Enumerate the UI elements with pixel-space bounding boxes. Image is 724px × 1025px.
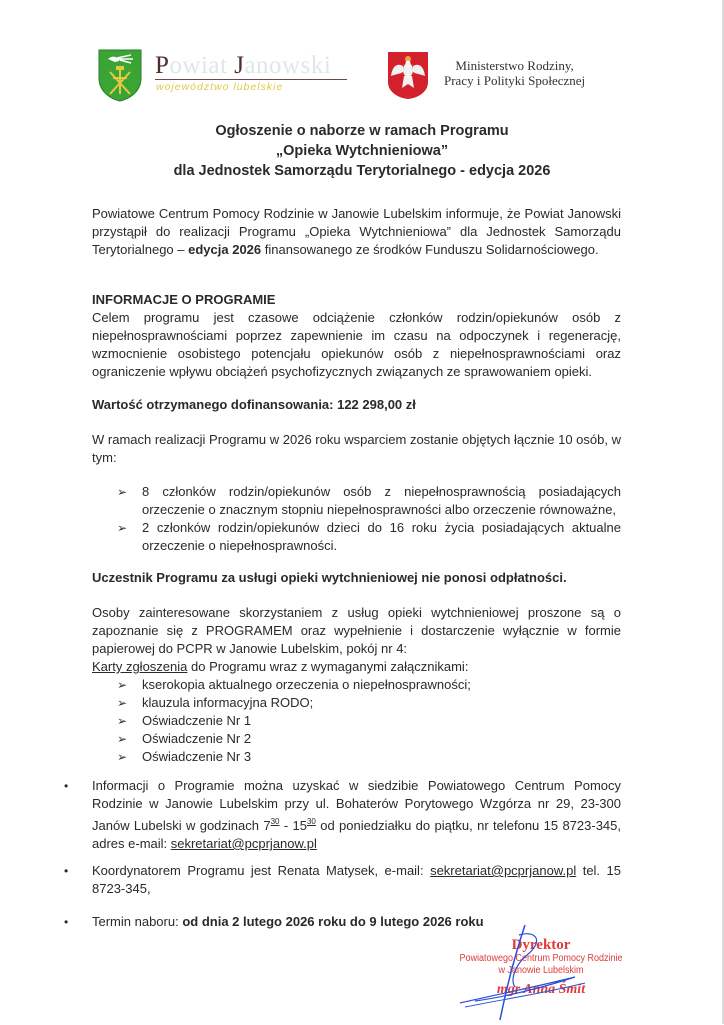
arrow-bullet-icon: ➢	[117, 678, 128, 692]
intro-paragraph	[92, 205, 621, 259]
title-rest-1: owiat	[169, 52, 235, 79]
list-item	[117, 676, 621, 694]
list-item-text: Oświadczenie Nr 2	[142, 731, 252, 746]
list-item	[117, 483, 621, 519]
handwritten-signature-icon	[455, 925, 625, 1025]
stamp-title: Dyrektor	[511, 937, 571, 953]
coordinator-phone: tel. 15 8723-345,	[92, 863, 621, 896]
contact-info-item	[64, 777, 621, 853]
participants-list	[117, 483, 621, 555]
powiat-underline	[155, 79, 347, 80]
list-item-text: Oświadczenie Nr 3	[142, 749, 252, 764]
close-hour-minutes: 30	[306, 817, 316, 826]
ministry-name	[444, 58, 585, 88]
free-of-charge-note: Uczestnik Programu za usługi opieki wytchnieniowej nie ponosi odpłatności.	[92, 570, 567, 585]
list-item	[117, 748, 621, 766]
arrow-bullet-icon: ➢	[117, 521, 128, 535]
bullet-dot-icon: •	[64, 864, 69, 878]
title-line-3: dla Jednostek Samorządu Terytorialnego - edycja 2026	[173, 163, 551, 179]
powiat-coat-of-arms-icon	[97, 48, 143, 102]
list-item-text: kserokopia aktualnego orzeczenia o niepełnosprawności;	[142, 677, 471, 692]
list-item	[117, 694, 621, 712]
coordinator-text	[92, 862, 621, 898]
bullet-dot-icon: •	[64, 915, 69, 929]
powiat-janowski-logo	[97, 48, 357, 106]
contact-info-text	[92, 777, 621, 853]
arrow-bullet-icon: ➢	[117, 696, 128, 710]
ministry-line-2: Pracy i Polityki Społecznej	[444, 73, 586, 88]
list-item	[117, 712, 621, 730]
title-line-2: „Opieka Wytchnieniowa”	[275, 143, 449, 159]
stamp-org-line-2: w Janowie Lubelskim	[498, 965, 584, 976]
coordinator-text-1: Koordynatorem Programu jest Renata Matysek, e-mail:	[92, 863, 431, 878]
participants-intro: W ramach realizacji Programu w 2026 roku wsparciem zostanie objętych łącznie 10 osób, w tym:	[92, 432, 621, 465]
ministry-logo	[386, 50, 626, 100]
title-rest-2: anowski	[244, 52, 332, 79]
intro-edition-bold: edycja 2026	[188, 242, 262, 257]
arrow-bullet-icon: ➢	[117, 750, 128, 764]
contact-text-2: od poniedziałku do piątku, nr telefonu 15 8723-345, adres e-mail:	[92, 818, 621, 851]
poland-eagle-coat-of-arms-icon	[386, 50, 430, 100]
arrow-bullet-icon: ➢	[117, 714, 128, 728]
forms-link[interactable]: Karty zgłoszenia	[92, 659, 188, 674]
deadline-label: Termin naboru:	[92, 914, 183, 929]
ministry-line-1: Ministerstwo Rodziny,	[455, 58, 574, 73]
title-cap-p: P	[155, 52, 170, 79]
contact-text-1: Informacji o Programie można uzyskać w siedzibie Powiatowego Centrum Pomocy Rodzinie w Janowie Lubelskim przy ul. Bohaterów Porytowego Wzgórza nr 29, 23-300 Janów Lubelski w godzinach 7	[92, 778, 621, 833]
intro-text-2: finansowanego ze środków Funduszu Solidarnościowego.	[261, 242, 599, 257]
bullet-dot-icon: •	[64, 779, 69, 793]
application-forms-line	[92, 658, 621, 676]
stamp-org-line-1: Powiatowego Centrum Pomocy Rodzinie	[459, 953, 623, 964]
powiat-subtitle: województwo lubelskie	[156, 81, 284, 93]
contact-hours-dash: - 15	[279, 818, 307, 833]
announcement-title	[100, 121, 624, 181]
list-item	[117, 730, 621, 748]
list-item-text: Oświadczenie Nr 1	[142, 713, 252, 728]
coordinator-email-link[interactable]: sekretariat@pcprjanow.pl	[430, 863, 577, 878]
application-text: Osoby zainteresowane skorzystaniem z usług opieki wytchnieniowej proszone są o zapoznanie się z PROGRAMEM oraz wypełnienie i dostarczenie wyłącznie w formie papierowej do PCPR w Janowie Lubelskim, pokój nr 4:	[92, 605, 621, 656]
contact-email-link[interactable]: sekretariat@pcprjanow.pl	[170, 836, 317, 851]
program-info-heading: INFORMACJE O PROGRAMIE	[92, 292, 276, 307]
arrow-bullet-icon: ➢	[117, 485, 128, 499]
attachments-list	[117, 676, 621, 766]
title-line-1: Ogłoszenie o naborze w ramach Programu	[215, 123, 509, 139]
stamp-director-name: mgr Anna Śmit	[496, 982, 586, 997]
powiat-title	[155, 52, 331, 80]
forms-rest-text: do Programu wraz z wymaganymi załącznikami:	[187, 659, 469, 674]
list-item-text: 8 członków rodzin/opiekunów osób z niepełnosprawnością posiadających orzeczenie o znacznym stopniu niepełnosprawności albo orzeczenie równoważne,	[142, 484, 621, 517]
funding-value: Wartość otrzymanego dofinansowania: 122 298,00 zł	[92, 397, 416, 412]
open-hour-minutes: 30	[270, 817, 280, 826]
deadline-dates: od dnia 2 lutego 2026 roku do 9 lutego 2026 roku	[182, 914, 484, 929]
list-item-text: klauzula informacyjna RODO;	[142, 695, 314, 710]
list-item	[117, 519, 621, 555]
list-item-text: 2 członków rodzin/opiekunów dzieci do 16 roku życia posiadających aktualne orzeczenie o niepełnosprawności.	[142, 520, 621, 553]
coordinator-item	[64, 862, 621, 898]
title-cap-j: J	[234, 52, 245, 79]
arrow-bullet-icon: ➢	[117, 732, 128, 746]
intro-text-1: Powiatowe Centrum Pomocy Rodzinie w Janowie Lubelskim informuje, że Powiat Janowski przystąpił do realizacji Programu „Opieka Wytchnieniowa” dla Jednostek Samorządu Terytorialnego –	[92, 206, 621, 257]
program-info-text: Celem programu jest czasowe odciążenie członków rodzin/opiekunów osób z niepełnosprawnościami poprzez zapewnienie im czasu na odpoczynek i regenerację, wzmocnienie osobistego potencjału opiekunów osób z niepełnosprawnościami oraz ograniczenie wpływu obciążeń psychofizycznych związanych ze sprawowaniem opieki.	[92, 310, 621, 379]
